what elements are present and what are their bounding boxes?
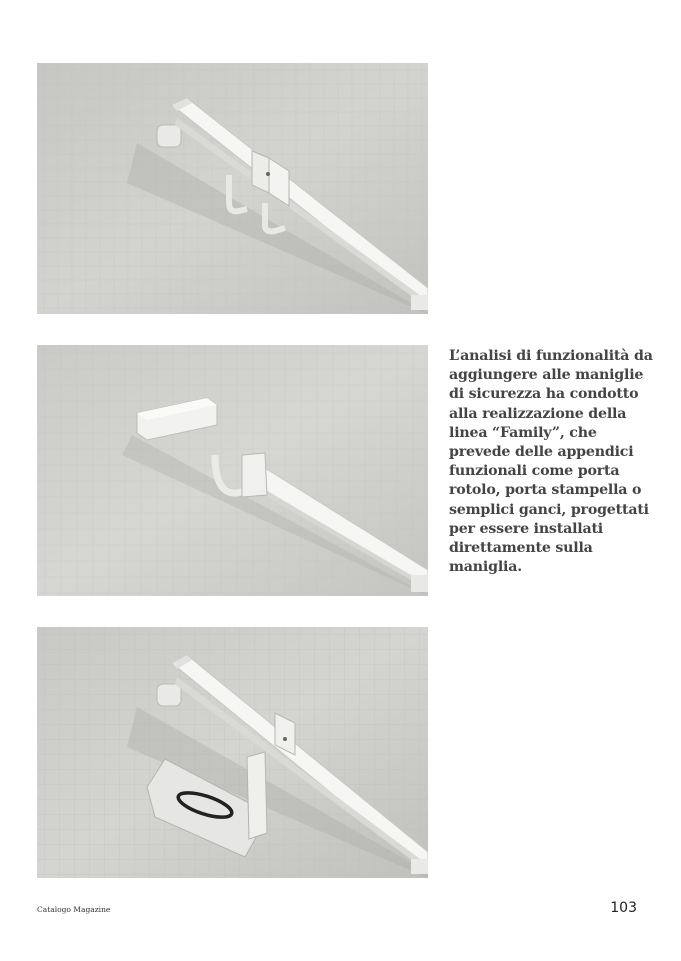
page-number: 103 bbox=[610, 900, 637, 916]
body-line: maniglia. bbox=[449, 559, 522, 576]
body-paragraph bbox=[449, 347, 653, 577]
body-line: rotolo, porta stampella o bbox=[449, 482, 642, 499]
photo-hanger-holder-image bbox=[37, 627, 428, 878]
body-line: di sicurezza ha condotto bbox=[449, 386, 639, 403]
body-line: L’analisi di funzionalità da bbox=[449, 348, 653, 364]
body-line: direttamente sulla bbox=[449, 540, 593, 557]
body-line: aggiungere alle maniglie bbox=[449, 367, 644, 384]
body-line: linea “Family”, che bbox=[449, 424, 597, 441]
body-line: semplici ganci, progettati bbox=[449, 501, 649, 518]
product-photo-hooks bbox=[37, 63, 428, 314]
product-photo-roll-holder bbox=[37, 345, 428, 596]
photo-roll-holder-image bbox=[37, 345, 428, 596]
body-line: prevede delle appendici bbox=[449, 444, 634, 461]
photo-hooks-image bbox=[37, 63, 428, 314]
body-line: alla realizzazione della bbox=[449, 405, 627, 422]
body-line: per essere installati bbox=[449, 520, 603, 537]
footer-publication-name: Catalogo Magazine bbox=[37, 905, 111, 914]
product-photo-hanger-holder bbox=[37, 627, 428, 878]
body-line: funzionali come porta bbox=[449, 463, 620, 480]
